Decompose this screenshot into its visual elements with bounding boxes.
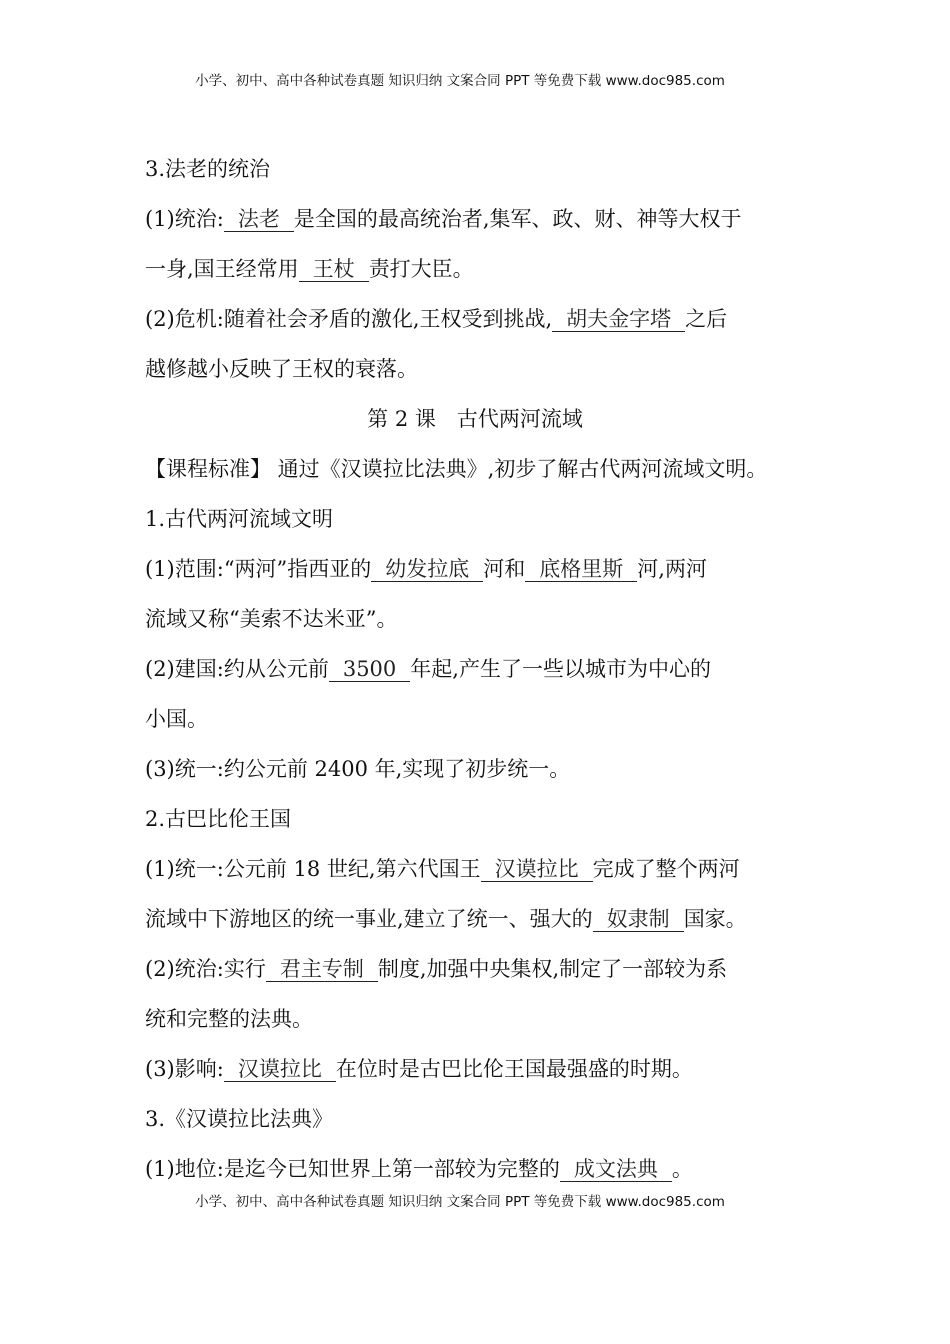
paragraph-line xyxy=(145,954,727,984)
paragraph-line xyxy=(145,904,747,934)
text: 之后 xyxy=(685,307,728,331)
paragraph-line xyxy=(145,854,740,884)
text: 年起,产生了一些以城市为中心的 xyxy=(410,657,711,681)
text: 一身,国王经常用 xyxy=(145,257,299,281)
text: 流域中下游地区的统一事业,建立了统一、强大的 xyxy=(145,907,593,931)
fill-blank-answer: 君主专制 xyxy=(266,957,378,982)
text: (3)统一:约公元前 2400 年,实现了初步统一。 xyxy=(145,757,571,781)
paragraph-line xyxy=(145,1004,313,1034)
text: 责打大臣。 xyxy=(368,257,474,281)
section-heading xyxy=(145,804,291,834)
text: 完成了整个两河 xyxy=(592,857,740,881)
fill-blank-answer: 法老 xyxy=(224,207,294,232)
fill-blank-answer: 3500 xyxy=(329,657,410,682)
paragraph-line xyxy=(145,654,711,684)
fill-blank-answer: 王杖 xyxy=(299,257,369,282)
text: 河,两河 xyxy=(637,557,707,581)
section-heading xyxy=(145,1104,333,1134)
text: 河和 xyxy=(483,557,526,581)
paragraph-line xyxy=(145,754,570,784)
page-footer: 小学、初中、高中各种试卷真题 知识归纳 文案合同 PPT 等免费下载 www.doc985.com xyxy=(195,1194,725,1210)
fill-blank-answer: 成文法典 xyxy=(560,1157,672,1182)
text: 流域又称“美索不达米亚”。 xyxy=(145,607,398,631)
lesson-title: 第 2 课 古代两河流域 xyxy=(367,407,583,431)
text: 统和完整的法典。 xyxy=(145,1007,313,1031)
paragraph-line xyxy=(145,254,474,284)
paragraph-line xyxy=(145,204,742,234)
section-heading xyxy=(145,504,333,534)
text: 国家。 xyxy=(683,907,747,931)
paragraph-line xyxy=(145,354,418,384)
course-standard xyxy=(145,454,767,484)
paragraph-line xyxy=(145,704,208,734)
text: (1)范围:“两河”指西亚的 xyxy=(145,557,372,581)
text: 3.《汉谟拉比法典》 xyxy=(145,1107,334,1131)
text: 3.法老的统治 xyxy=(145,157,271,181)
text: 1.古代两河流域文明 xyxy=(145,507,334,531)
text: 制度,加强中央集权,制定了一部较为系 xyxy=(377,957,728,981)
text: 是全国的最高统治者,集军、政、财、神等大权于 xyxy=(293,207,742,231)
fill-blank-answer: 汉谟拉比 xyxy=(481,857,593,882)
text: 越修越小反映了王权的衰落。 xyxy=(145,357,418,381)
text: 在位时是古巴比伦王国最强盛的时期。 xyxy=(335,1057,693,1081)
fill-blank-answer: 胡夫金字塔 xyxy=(552,307,685,332)
paragraph-line xyxy=(145,604,397,634)
text: 。 xyxy=(671,1157,693,1181)
fill-blank-answer: 底格里斯 xyxy=(525,557,637,582)
text: (3)影响: xyxy=(145,1057,224,1081)
text: 小国。 xyxy=(145,707,208,731)
paragraph-line xyxy=(145,1054,693,1084)
paragraph-line xyxy=(145,554,707,584)
text: (1)地位:是迄今已知世界上第一部较为完整的 xyxy=(145,1157,560,1181)
text: 2.古巴比伦王国 xyxy=(145,807,292,831)
paragraph-line xyxy=(145,304,727,334)
fill-blank-answer: 幼发拉底 xyxy=(371,557,483,582)
paragraph-line xyxy=(145,1154,693,1184)
section-heading xyxy=(145,154,270,184)
text: (2)危机:随着社会矛盾的激化,王权受到挑战, xyxy=(145,307,553,331)
text: (1)统一:公元前 18 世纪,第六代国王 xyxy=(145,857,481,881)
text: 【课程标准】 通过《汉谟拉比法典》,初步了解古代两河流域文明。 xyxy=(145,457,768,481)
fill-blank-answer: 奴隶制 xyxy=(593,907,684,932)
text: (1)统治: xyxy=(145,207,224,231)
text: (2)统治:实行 xyxy=(145,957,266,981)
fill-blank-answer: 汉谟拉比 xyxy=(224,1057,336,1082)
page-header: 小学、初中、高中各种试卷真题 知识归纳 文案合同 PPT 等免费下载 www.doc985.com xyxy=(195,73,725,89)
text: (2)建国:约从公元前 xyxy=(145,657,329,681)
